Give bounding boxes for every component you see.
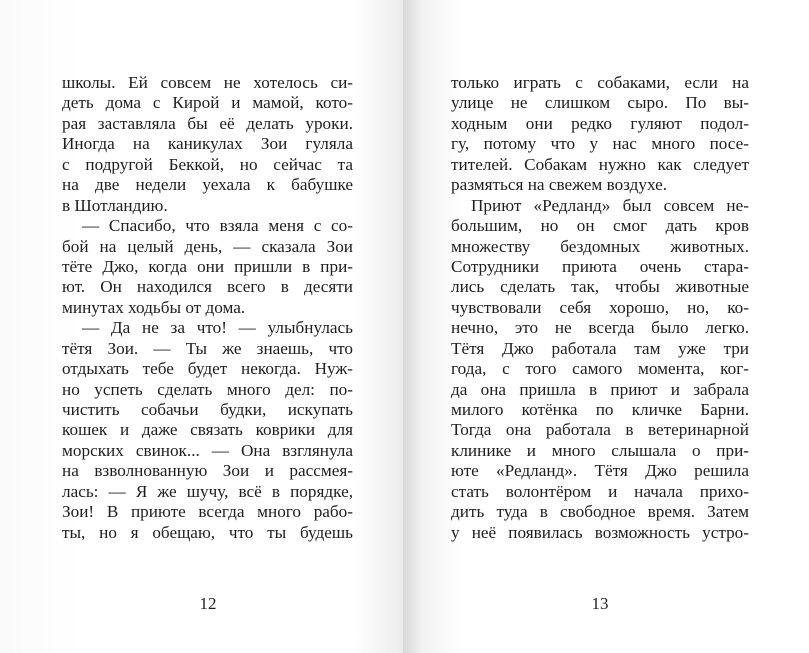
text-line: Приют «Редланд» был совсем не- <box>471 195 749 215</box>
text-line: рая заставляла бы её делать уроки. <box>62 113 353 133</box>
text-line: на взволнованную Зои и рассмея- <box>62 461 353 481</box>
right-page <box>403 0 809 653</box>
text-line: множеству бездомных животных. <box>451 236 749 256</box>
text-line: стать волонтёром и начала прихо- <box>451 481 749 501</box>
text-line: размяться на свежем воздухе. <box>451 175 668 195</box>
text-line: ты, но я обещаю, что ты будешь <box>62 522 353 542</box>
text-line: года, с того самого момента, ког- <box>451 359 749 379</box>
text-line: только играть с собаками, если на <box>451 73 749 92</box>
text-line: деть дома с Кирой и мамой, кото- <box>62 93 353 113</box>
text-line: юте «Редланд». Тётя Джо решила <box>451 461 749 481</box>
text-line: гу, потому что у нас много посе- <box>451 134 749 154</box>
text-line: минутах ходьбы от дома. <box>62 297 246 317</box>
text-line: — Да не за что! — улыбнулась <box>82 318 353 338</box>
text-line: Зои! В приюте всегда много рабо- <box>62 502 353 522</box>
text-line: нечно, это не всегда было легко. <box>451 318 749 338</box>
text-line: дить туда в свободное время. Затем <box>451 502 749 522</box>
left-page <box>0 0 403 653</box>
text-line: у неё появилась возможность устро- <box>451 522 749 542</box>
text-line: но успеть сделать много дел: по- <box>62 379 353 399</box>
text-line: отдыхать тебе будет некогда. Нуж- <box>62 359 353 379</box>
text-line: тёте Джо, когда они пришли в при- <box>62 256 353 276</box>
text-line: чистить собачьи будки, искупать <box>62 400 353 419</box>
left-page-text <box>62 73 353 543</box>
text-line: — Спасибо, что взяла меня с со- <box>82 216 353 236</box>
text-line: морских свинок... — Она взглянула <box>62 440 353 460</box>
text-line: милого котёнка по кличке Барни. <box>451 400 749 419</box>
text-line: кошек и даже связать коврики для <box>62 420 353 440</box>
text-line: лась: — Я же шучу, всё в порядке, <box>62 481 353 501</box>
text-line: Тогда она работала в ветеринарной <box>451 420 749 440</box>
text-line: на две недели уехала к бабушке <box>62 175 353 195</box>
page-number: 13 <box>591 594 609 613</box>
text-line: ходным они редко гуляют подол- <box>451 113 749 133</box>
text-line: да она пришла в приют и забрала <box>451 379 749 399</box>
text-line: тётя Зои. — Ты же знаешь, что <box>62 338 353 358</box>
text-line: ют. Он находился всего в десяти <box>62 277 353 297</box>
text-line: бой на целый день, — сказала Зои <box>62 236 353 256</box>
right-page-text <box>451 73 749 543</box>
text-line: школы. Ей совсем не хотелось си- <box>62 73 353 92</box>
text-line: большим, но он смог дать кров <box>451 216 749 236</box>
text-line: улице не слишком сыро. По вы- <box>451 93 749 113</box>
text-line: чувствовали себя хорошо, но, ко- <box>451 297 749 317</box>
text-line: тителей. Собакам нужно как следует <box>451 154 749 174</box>
page-number: 12 <box>199 594 217 613</box>
text-line: Сотрудники приюта очень стара- <box>451 256 749 276</box>
text-line: клинике и много слышала о при- <box>451 440 749 460</box>
text-line: лись сделать так, чтобы животные <box>451 277 749 297</box>
text-line: в Шотландию. <box>62 195 168 215</box>
text-line: Иногда на каникулах Зои гуляла <box>62 134 353 154</box>
text-line: с подругой Беккой, но сейчас та <box>62 154 353 174</box>
text-line: Тётя Джо работала там уже три <box>451 338 749 358</box>
